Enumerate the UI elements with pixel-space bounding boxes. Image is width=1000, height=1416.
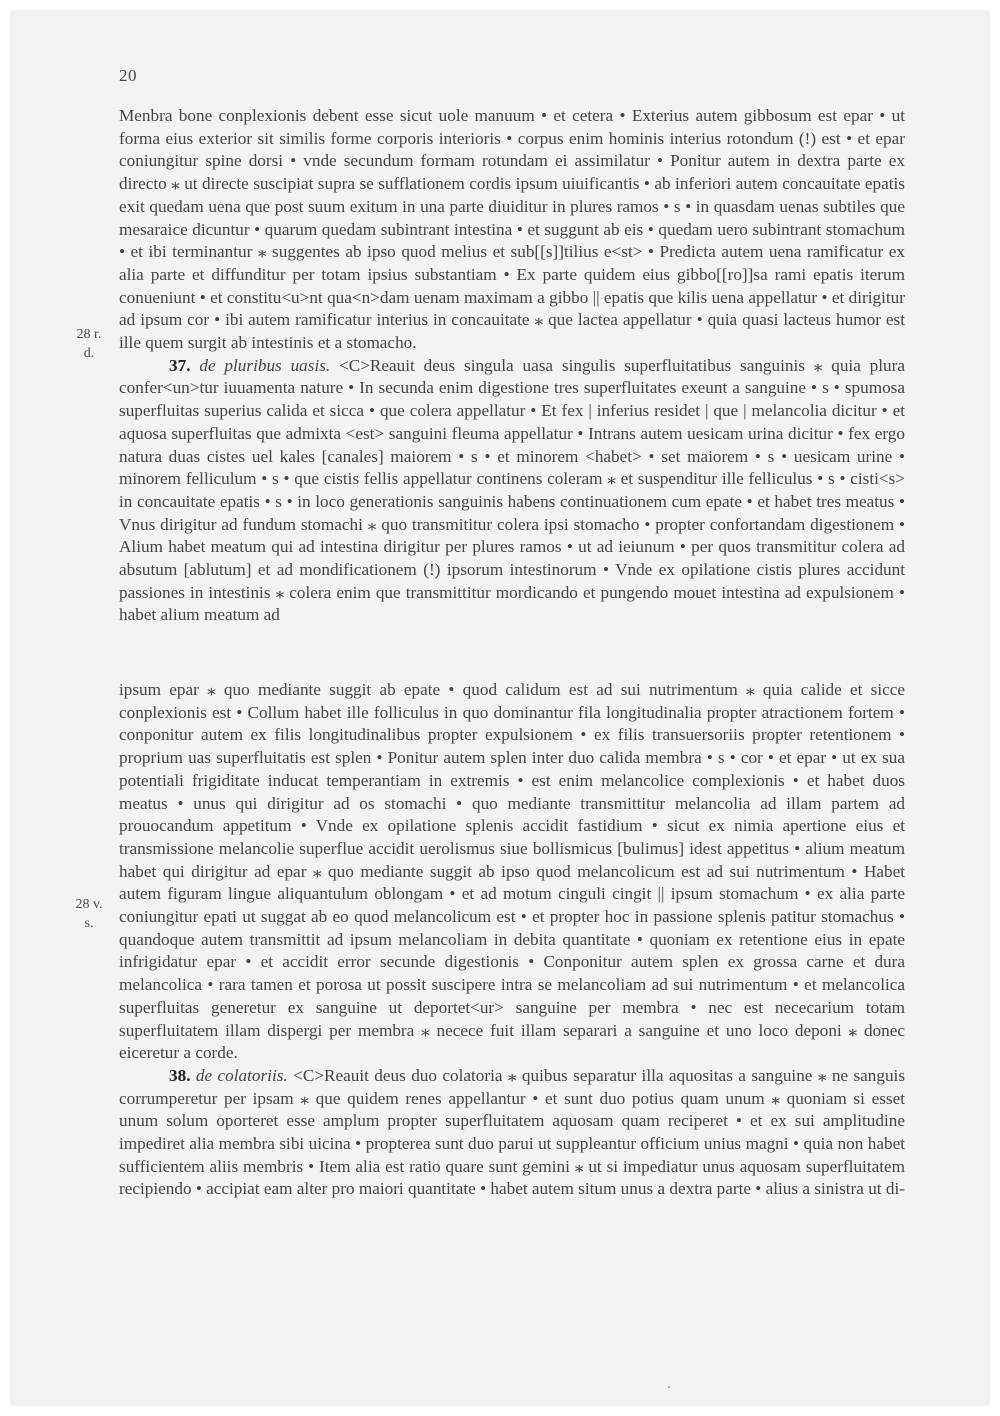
paragraph-liver <box>119 105 905 355</box>
page-number: 20 <box>119 66 137 85</box>
chapter-number: 37. <box>169 355 191 375</box>
print-speck <box>668 1386 670 1388</box>
chapter-37 <box>119 355 905 627</box>
text-block-lower <box>119 679 905 1201</box>
paragraph-text: ipsum epar ⁎ quo mediante suggit ab epate • quod calidum est ad sui nutrimentum ⁎ quia calide et sicce conplexionis est • Collum habet ille folliculus in quo dominantur fila longitudinalia propter atractionem fortem • conponitur autem ex filis longitudinalibus propter expulsionem • ex filis transuersoriis propter retentionem • proprium uas superfluitatis est splen • Ponitur autem splen inter duo calida membra • s • cor • et epar • ut ex sua potentiali frigiditate inducat temperantiam in extremis • est enim melancolice complexionis • et habet duos meatus • unus qui dirigitur ad os stomachi • quo mediante transmittitur melancolia ad illam partem ad prouocandum appetitum • Vnde ex opilatione splenis accidit fastidium • sicut ex nimia apertione eius et transmissione melancolie superflue accidit uerolismus siue bollismicus [bulimus] idest appetitus • alium meatum habet qui dirigitur ad epar ⁎ quo mediante suggit ab ipso quod melancolicum est ad sui nutrimentum • Habet autem figuram lingue aliquantulum oblongam • et ad motum cinguli cingit || ipsum stomachum • ex alia parte coniungitur epati ut suggat ab eo quod melancolicum est • et propter hoc in passione splenis patitur stomachus • quandoque autem transmittit ad ipsum melancoliam in debita quantitate • quoniam ex retentione eius in epate infrigidatur epar • et accidit error secunde digestionis • Conponitur autem splen ex grossa carne et dura melancolica • rara tamen et porosa ut possit suscipere intra se melancoliam ad sui nutrimentum • et melancolica superfluitas generetur ex sanguine ut deportet<ur> sanguine per membra • nec est nececarium totam superfluitatem illam dispergi per membra ⁎ necece fuit illam separari a sanguine et uno loco deponi ⁎ donec eiceretur a corde. <box>119 680 905 1063</box>
folio-note-column: d. <box>83 346 95 361</box>
chapter-title: de pluribus uasis. <box>199 355 331 375</box>
chapter-title: de colatoriis. <box>195 1065 288 1085</box>
chapter-text: <C>Reauit deus duo colatoria ⁎ quibus separatur illa aquositas a sanguine ⁎ ne sanguis corrumperetur per ipsam ⁎ que quidem renes appellantur • et sunt duo potius quam unum ⁎ quoniam si esset unum solum oporteret esse amplum propter superfluitatem aquosam quam reciperet • et ex sui amplitudine impediret alia membra sibi uicina • propterea sunt duo parui ut suppleantur officium unius magni • quia non habet sufficientem aliis membris • Item alia est ratio quare sunt gemini ⁎ ut si impediatur unus aquosam superfluitatem recipiendo • accipiat eam alter pro maiori quantitate • habet autem situm unus a dextra parte • alius a sinistra ut di- <box>119 1065 906 1199</box>
folio-note-folio: 28 r. <box>76 327 102 342</box>
chapter-38 <box>119 1065 905 1201</box>
paragraph-spleen <box>119 679 905 1065</box>
chapter-number: 38. <box>169 1065 191 1085</box>
folio-note-28v <box>72 895 106 933</box>
folio-note-column: s. <box>84 916 94 931</box>
folio-note-28r <box>72 325 106 363</box>
folio-note-folio: 28 v. <box>75 897 103 912</box>
paragraph-text: Menbra bone conplexionis debent esse sicut uole manuum • et cetera • Exterius autem gibbosum est epar • ut forma eius exterior sit similis forme corporis interioris • corpus enim hominis interius rotondum (!) est • et epar coniungitur spine dorsi • vnde secundum formam rotundam ei assimilatur • Ponitur autem in dextra parte ex directo ⁎ ut directe suscipiat supra se sufflationem cordis ipsum uiuificantis • ab inferiori autem concauitate epatis exit quedam uena que post suum exitum in una parte diuiditur in plures ramos • s • in quasdam uenas subtiles que mesaraice dicuntur • quarum quedam subintrant intestina • et suggunt ab eis • quedam uero subintrant stomachum • et ibi terminantur ⁎ suggentes ab ipso quod melius et sub[[s]]tilius e<st> • Predicta autem uena ramificatur ex alia parte et diffunditur per totam ipsius substantiam • Ex parte quidem eius gibbo[[ro]]sa rami epatis iterum conueniunt • et constitu<u>nt qua<n>dam uenam maximam a gibbo || epatis que kilis uena appellatur • et dirigitur ad ipsum cor • ibi autem ramificatur interius in concauitate ⁎ que lactea appellatur • quia quasi lacteus humor est ille quem surgit ab intestinis et a stomacho. <box>119 106 905 353</box>
chapter-text: <C>Reauit deus singula uasa singulis superfluitatibus sanguinis ⁎ quia plura confer<un>tur iuuamenta nature • In secunda enim digestione tres superfluitates exeunt a sanguine • s • spumosa superfluitas superius calida et sicca • que colera appellatur • Et fex | inferius residet | que | melancolia dicitur • et aquosa superfluitas que admixta <est> sanguini fleuma appellatur • Intrans autem uesicam urina dicitur • fex ergo natura duas cistes uel kales [canales] maiorem • s • et minorem <habet> • set maiorem • s • uesicam urine • minorem felliculum • s • que cistis fellis appellatur continens coleram ⁎ et suspenditur ille felliculus • s • cisti<s> in concauitate epatis • s • in loco generationis sanguinis habens continuationem cum epate • et habet tres meatus • Vnus dirigitur ad fundum stomachi ⁎ quo transmititur colera ipsi stomacho • propter confortandam digestionem • Alium habet meatum qui ad intestina dirigitur per plures ramos • ut ad ieiunum • per quos transmititur colera ad absutum [ablutum] et ad mondificationem (!) ipsorum intestinorum • Vnde ex opilatione cistis plures accidunt passiones in intestinis ⁎ colera enim que transmittitur mordicando et pungendo mouet intestina ad expulsionem • habet alium meatum ad <box>119 355 905 625</box>
text-block-upper <box>119 105 905 627</box>
